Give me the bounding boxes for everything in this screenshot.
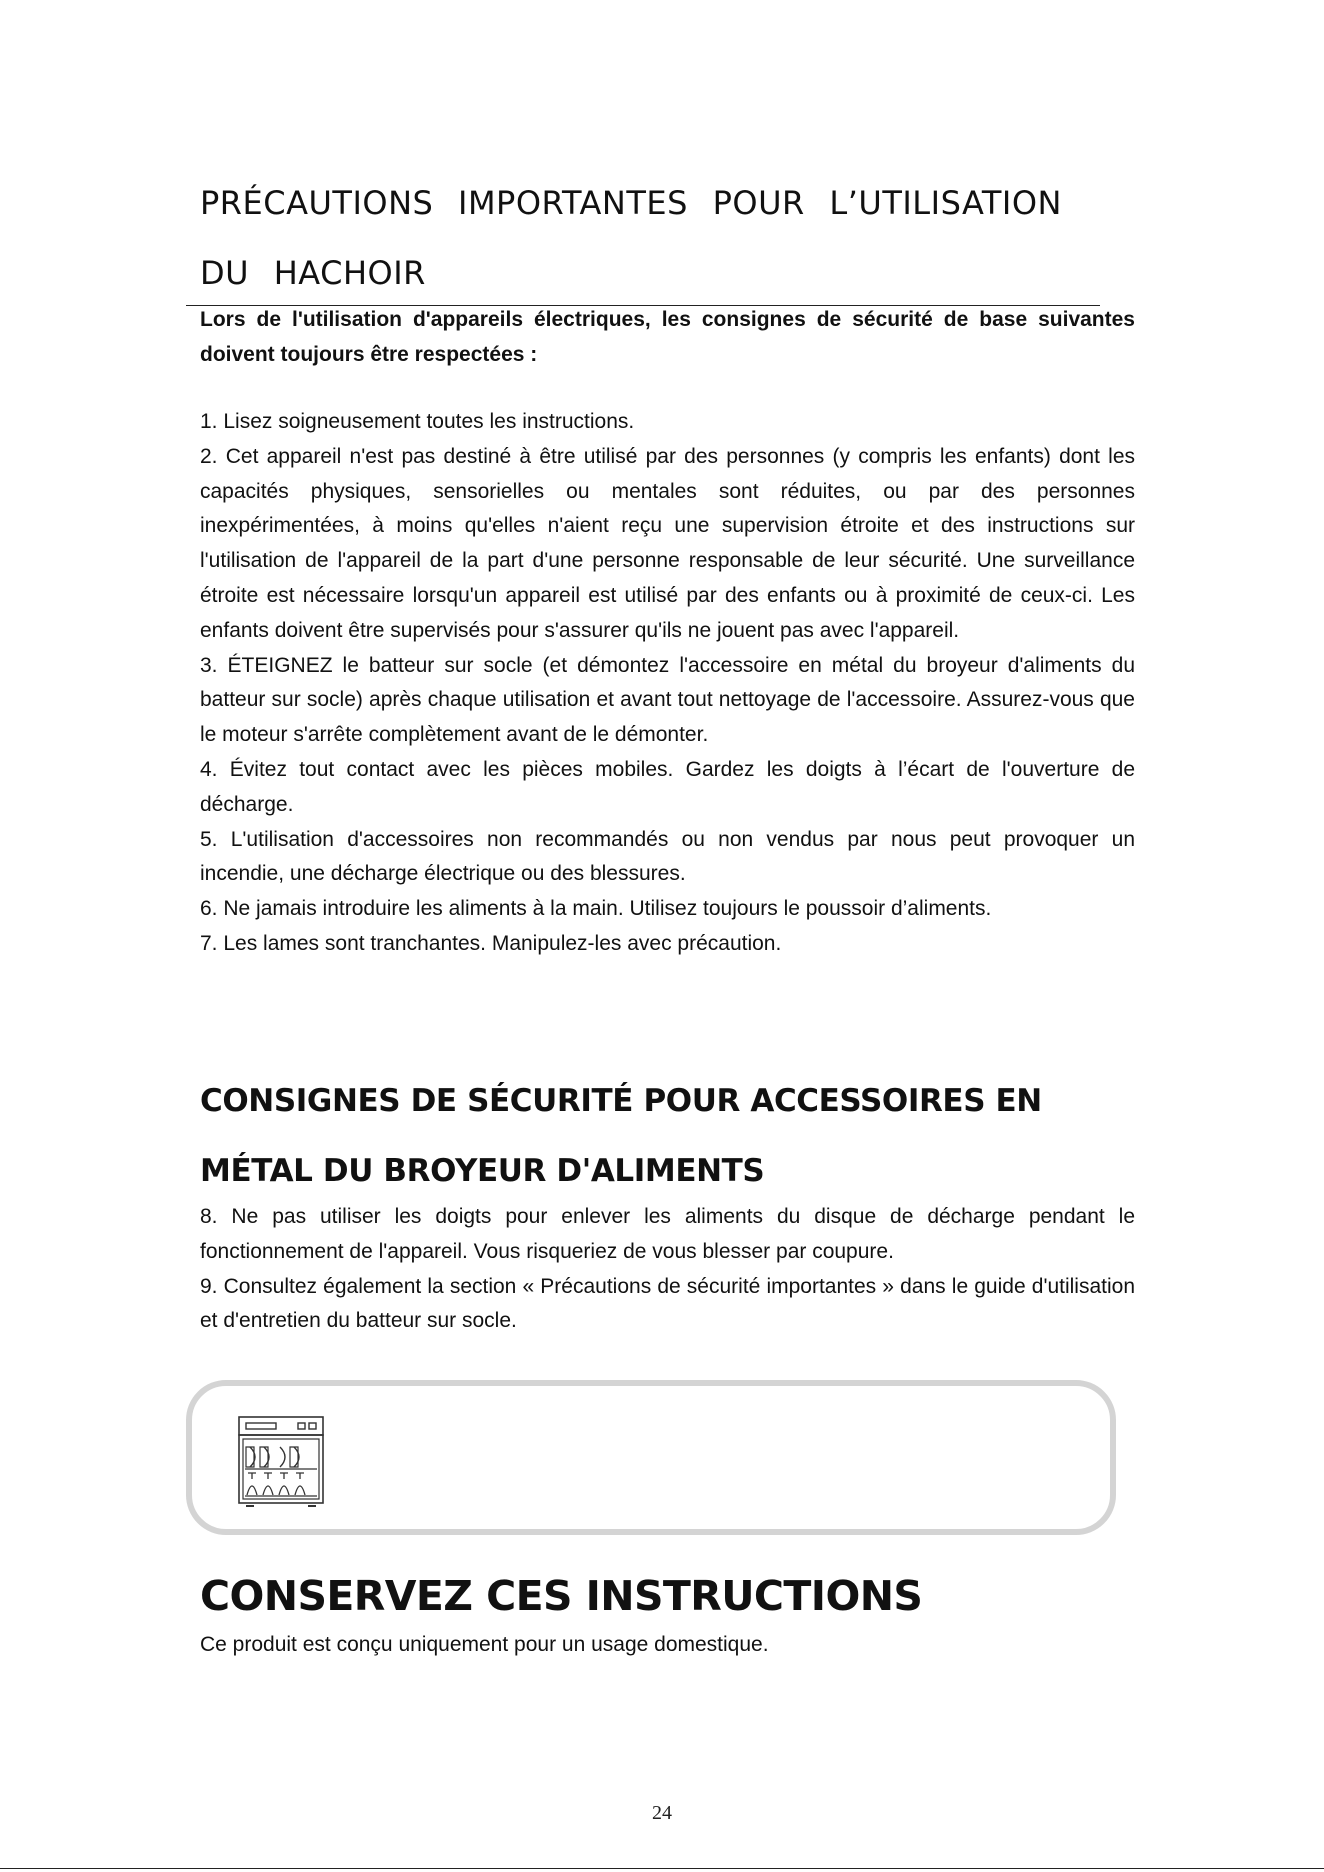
section-title-keep-instructions: CONSERVEZ CES INSTRUCTIONS (200, 1572, 923, 1620)
list-item: 8. Ne pas utiliser les doigts pour enlever les aliments du disque de décharge pendant le fonctionnement de l'appareil. Vous risqueriez de vous blesser par coupure. (200, 1205, 1135, 1263)
dishwasher-icon (236, 1415, 326, 1511)
list-item: 3. ÉTEIGNEZ le batteur sur socle (et démontez l'accessoire en métal du broyeur d'aliments du batteur sur socle) après chaque utilisation et avant tout nettoyage de l'accessoire. Assurez-vous que le moteur s'arrête complètement avant de le démonter. (200, 653, 1135, 747)
section-title-safety-metal: CONSIGNES DE SÉCURITÉ POUR ACCESSOIRES EN MÉTAL DU BROYEUR D'ALIMENTS (200, 1083, 1042, 1189)
list-item: 7. Les lames sont tranchantes. Manipulez-les avec précaution. (200, 931, 782, 955)
safety-list (200, 1200, 1135, 1339)
footer-rule (0, 1868, 1324, 1869)
list-item: 4. Évitez tout contact avec les pièces mobiles. Gardez les doigts à l’écart de l'ouverture de décharge. (200, 757, 1135, 816)
list-item: 1. Lisez soigneusement toutes les instructions. (200, 410, 635, 433)
list-item: 2. Cet appareil n'est pas destiné à être utilisé par des personnes (y compris les enfants) dont les capacités physiques, sensorielles ou mentales sont réduites, ou par des personnes inexpérimentées, à moins qu'elles n'aient reçu une supervision étroite et des instructions sur l'utilisation de l'appareil de la part d'une personne responsable de leur sécurité. Une surveillance étroite est nécessaire lorsqu'un appareil est utilisé par des enfants ou à proximité de ceux-ci. Les enfants doivent être supervisés pour s'assurer qu'ils ne jouent pas avec l'appareil. (200, 444, 1135, 642)
page-number: 24 (652, 1802, 672, 1824)
intro-paragraph: Lors de l'utilisation d'appareils électriques, les consignes de sécurité de base suivantes doivent toujours être respectées : (200, 308, 1135, 366)
list-item: 6. Ne jamais introduire les aliments à la main. Utilisez toujours le poussoir d’aliments. (200, 897, 992, 921)
section-title-precautions: PRÉCAUTIONS IMPORTANTES POUR L’UTILISATION DU HACHOIR (200, 184, 1062, 292)
household-use-note: Ce produit est conçu uniquement pour un usage domestique. (200, 1633, 769, 1656)
list-item: 9. Consultez également la section « Précautions de sécurité importantes » dans le guide d'utilisation et d'entretien du batteur sur socle. (200, 1274, 1135, 1333)
list-item: 5. L'utilisation d'accessoires non recommandés ou non vendus par nous peut provoquer un incendie, une décharge électrique ou des blessures. (200, 827, 1135, 886)
precautions-list (200, 405, 1135, 962)
